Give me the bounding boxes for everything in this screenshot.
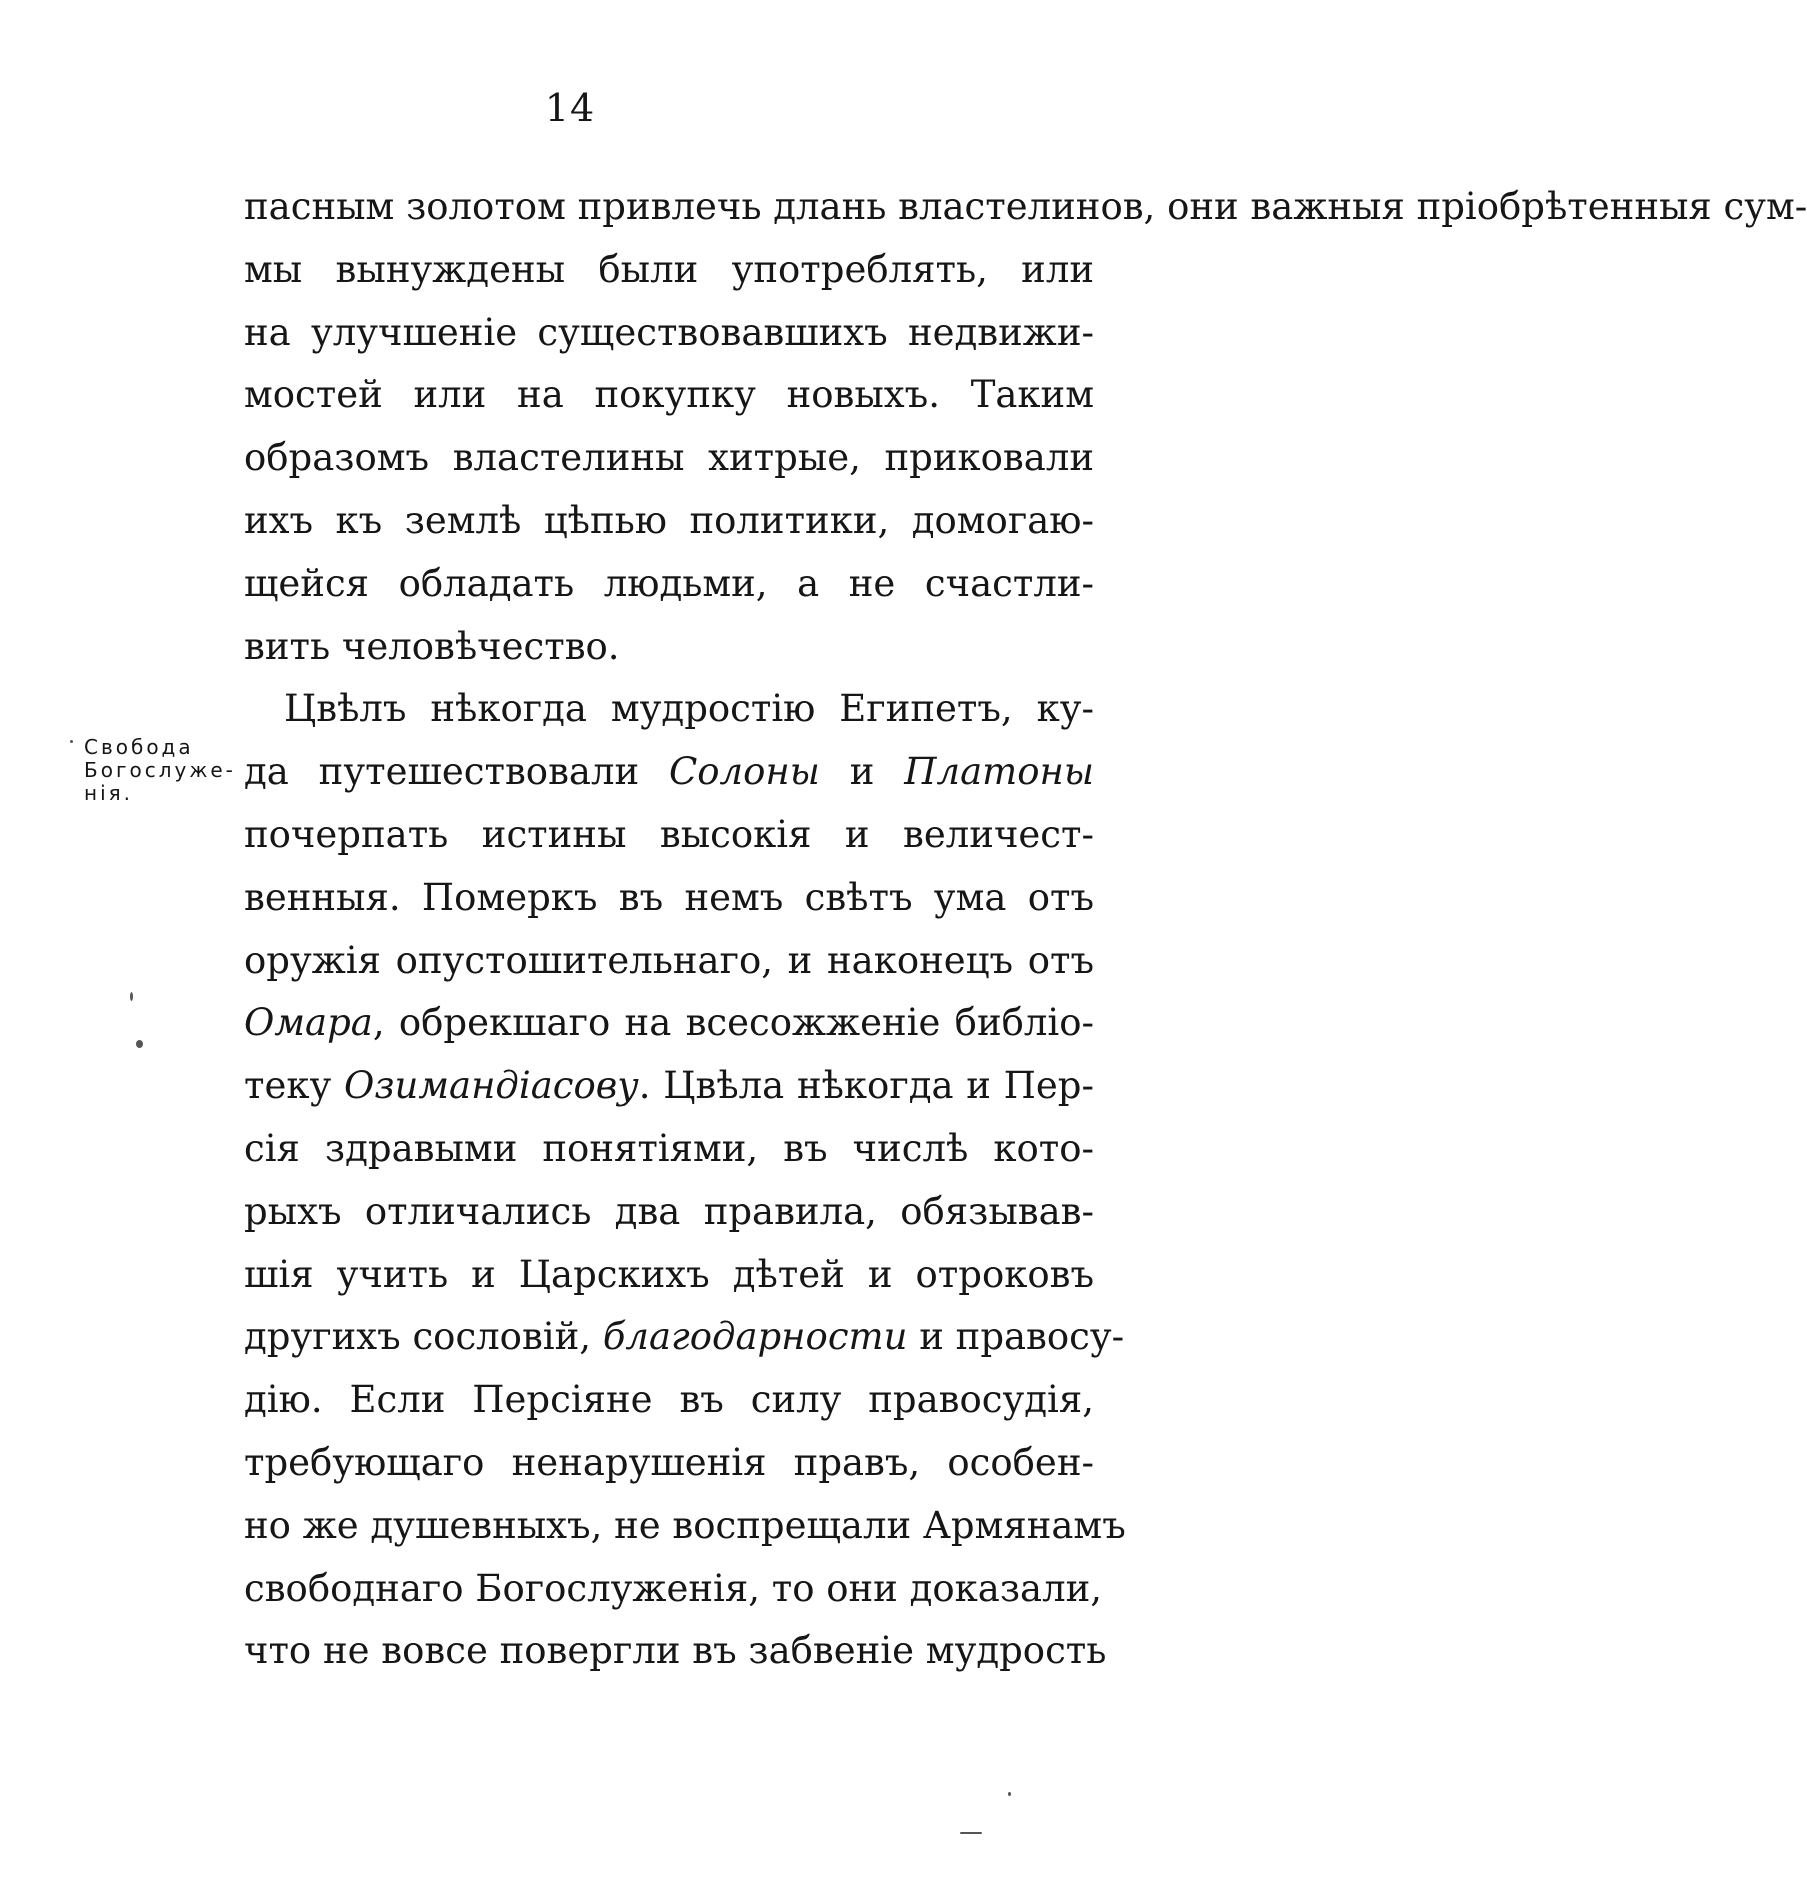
paragraph-freedom-of-worship: [244, 678, 1126, 1683]
italic-name: Озимандіасову: [343, 1064, 639, 1108]
text-line: ихъ къ землѣ цѣпью политики, домогаю-: [244, 498, 1094, 542]
margin-note-line: Богослуже-: [84, 758, 236, 782]
text-line: [244, 678, 1094, 741]
ink-speck: [1008, 1792, 1011, 1796]
text-run: венныя. Померкъ въ немъ свѣтъ ума отъ: [244, 875, 1094, 919]
text-line: щейся обладать людьми, а не счастли-: [244, 561, 1094, 605]
text-line: [244, 1306, 1125, 1369]
text-run: свободнаго Богослуженія, то они доказали,: [244, 1566, 1102, 1610]
text-line: [244, 1244, 1094, 1307]
body-text: [244, 176, 1807, 1683]
text-run: оружія опустошительнаго, и наконецъ отъ: [244, 938, 1094, 982]
text-line: на улучшеніе существовавшихъ недвижи-: [244, 310, 1094, 354]
text-line: [244, 930, 1094, 993]
text-line: [244, 1495, 1126, 1558]
text-run: да путешествовали: [244, 750, 669, 794]
text-run: Цвѣлъ нѣкогда мудростію Египетъ, ку-: [284, 687, 1094, 731]
text-run: теку: [244, 1064, 344, 1108]
paragraph-continuation: [244, 176, 1807, 678]
text-line: [244, 1181, 1094, 1244]
text-line: [244, 992, 1094, 1055]
text-line: пасным золотом привлечь длань властелинов, они важныя пріобрѣтенныя сум-: [244, 185, 1807, 228]
text-line: [244, 1432, 1094, 1495]
text-run: но же душевныхъ, не воспрещали Армянамъ: [244, 1503, 1126, 1547]
text-run: дію. Если Персіяне въ силу правосудія,: [244, 1378, 1094, 1422]
italic-name: Платоны: [904, 750, 1095, 794]
text-run: и правосу-: [907, 1315, 1125, 1359]
text-line: мостей или на покупку новыхъ. Таким: [244, 373, 1094, 417]
margin-note-line: нія.: [84, 781, 134, 805]
text-run: и: [819, 750, 905, 794]
text-run: , обрекшаго на всесожженіе библіо-: [372, 1001, 1094, 1045]
ink-speck: [960, 1832, 982, 1834]
ink-speck: [136, 1040, 143, 1048]
text-run: что не вовсе повергли въ забвеніе мудрость: [244, 1629, 1107, 1673]
text-line: [244, 867, 1094, 930]
text-line: [244, 741, 1094, 804]
text-line: [244, 804, 1094, 867]
ink-speck: [130, 992, 133, 1001]
text-line: [244, 1620, 1107, 1683]
italic-name: благодарности: [602, 1315, 908, 1359]
text-run: почерпать истины высокія и величест-: [244, 812, 1094, 856]
text-run: сія здравыми понятіями, въ числѣ кото-: [244, 1126, 1094, 1170]
text-run: рыхъ отличались два правила, обязывав-: [244, 1189, 1094, 1233]
text-line: вить человѣчество.: [244, 624, 620, 668]
margin-note: [84, 736, 244, 805]
text-run: шія учить и Царскихъ дѣтей и отроковъ: [244, 1252, 1094, 1296]
text-run: . Цвѣла нѣкогда и Пер-: [638, 1064, 1094, 1108]
text-line: [244, 1369, 1094, 1432]
text-line: образомъ властелины хитрые, приковали: [244, 436, 1094, 480]
page-number: 14: [544, 86, 596, 130]
text-run: другихъ сословій,: [244, 1315, 603, 1359]
text-line: [244, 1118, 1094, 1181]
margin-note-line: Свобода: [84, 735, 194, 759]
text-line: [244, 1558, 1102, 1621]
text-line: мы вынуждены были употреблять, или: [244, 247, 1094, 291]
italic-name: Солоны: [668, 750, 820, 794]
italic-name: Омара: [244, 1001, 373, 1045]
text-run: требующаго ненарушенія правъ, особен-: [244, 1440, 1094, 1484]
ink-speck: [70, 740, 73, 743]
text-line: [244, 1055, 1094, 1118]
